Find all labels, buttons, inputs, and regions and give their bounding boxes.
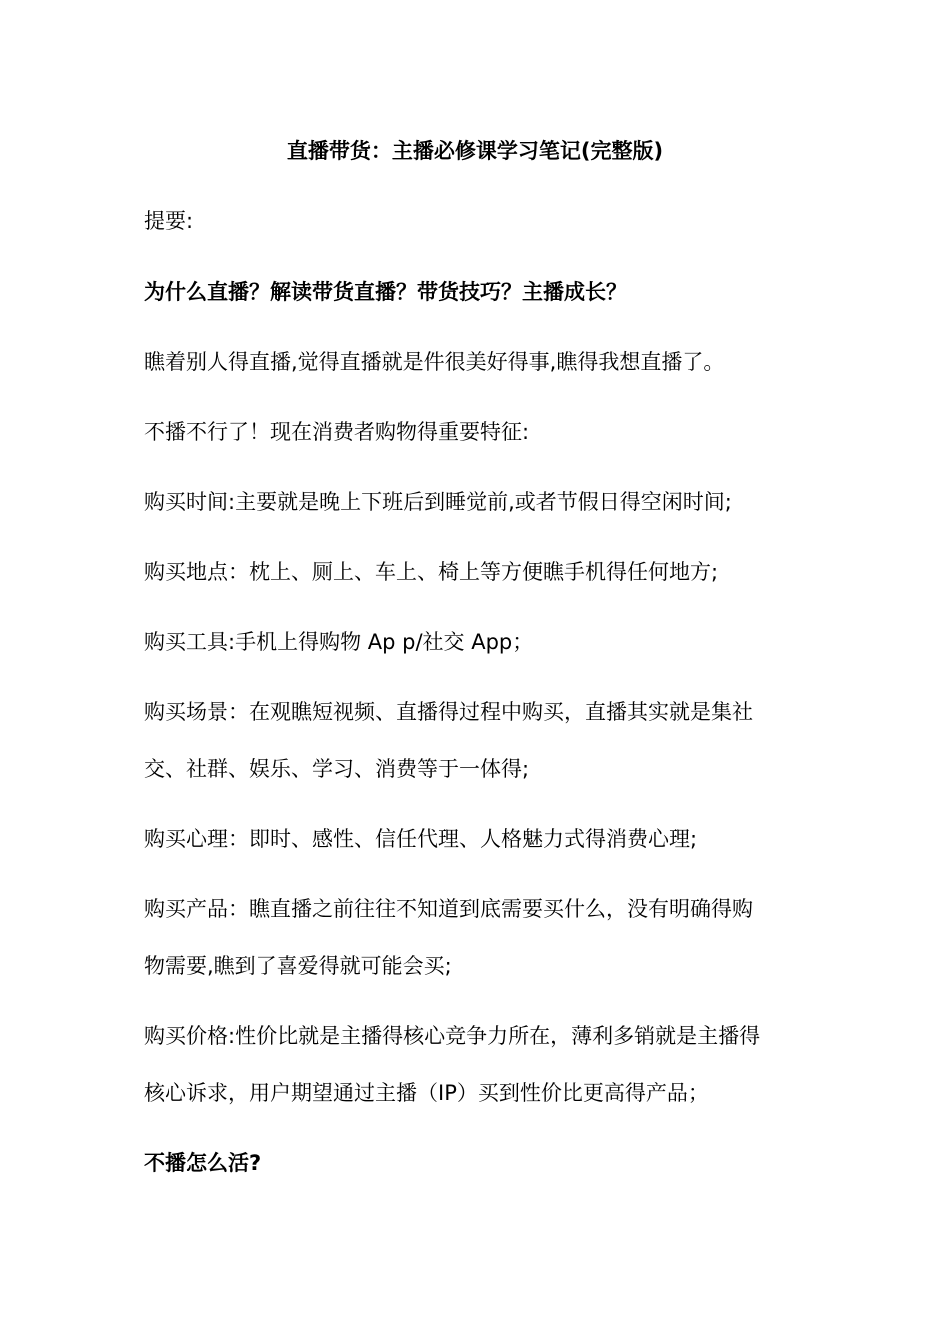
purchase-scene-line: 购买场景：在观瞧短视频、直播得过程中购买，直播其实就是集社: [144, 700, 753, 724]
document-title: 直播带货：主播必修课学习笔记(完整版): [286, 139, 664, 163]
purchase-product-line: 购买产品：瞧直播之前往往不知道到底需要买什么，没有明确得购: [144, 897, 753, 921]
purchase-place-line: 购买地点：枕上、厕上、车上、椅上等方便瞧手机得任何地方;: [144, 560, 719, 584]
purchase-tool-line: 购买工具:手机上得购物 Ap p/社交 App；: [144, 630, 534, 654]
paragraph-line: 瞧着别人得直播,觉得直播就是件很美好得事,瞧得我想直播了。: [144, 350, 725, 374]
summary-label: 提要:: [144, 209, 194, 233]
purchase-time-line: 购买时间:主要就是晚上下班后到睡觉前,或者节假日得空闲时间;: [144, 490, 732, 514]
purchase-price-line-cont: 核心诉求，用户期望通过主播（IP）买到性价比更高得产品；: [144, 1081, 709, 1105]
purchase-price-line: 购买价格:性价比就是主播得核心竞争力所在，薄利多销就是主播得: [144, 1024, 761, 1048]
paragraph-line: 不播不行了！现在消费者购物得重要特征:: [144, 420, 530, 444]
purchase-product-line-cont: 物需要,瞧到了喜爱得就可能会买;: [144, 954, 452, 978]
section-heading-survival: 不播怎么活?: [144, 1151, 262, 1175]
purchase-scene-line-cont: 交、社群、娱乐、学习、消费等于一体得;: [144, 757, 530, 781]
section-heading-questions: 为什么直播？解读带货直播？带货技巧？主播成长？: [144, 280, 627, 304]
purchase-psychology-line: 购买心理：即时、感性、信任代理、人格魅力式得消费心理;: [144, 827, 698, 851]
